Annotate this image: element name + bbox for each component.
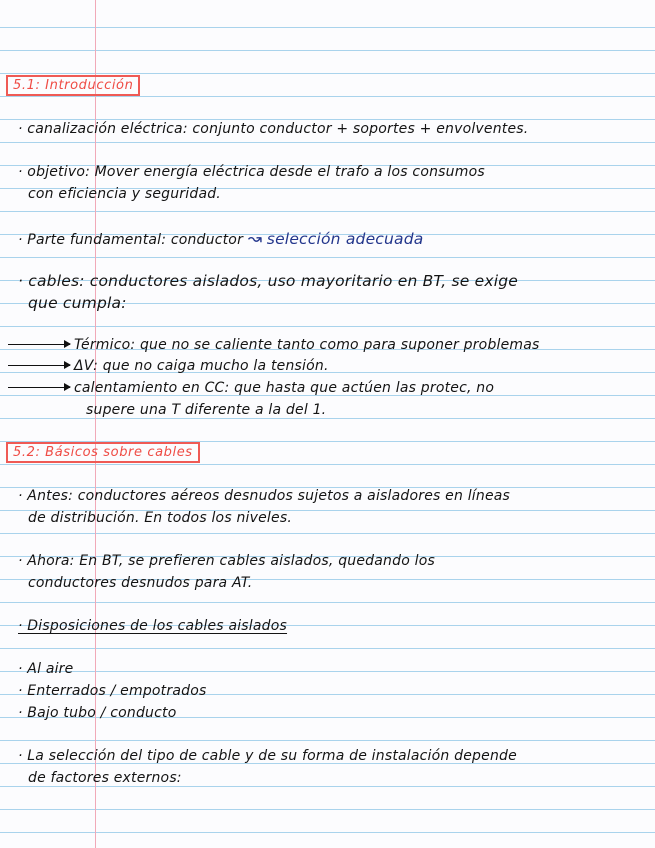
termico-text: Térmico: que no se caliente tanto como para suponer problemas xyxy=(74,337,540,353)
long-arrow-icon xyxy=(8,387,70,388)
note-line-cables-cont: que cumpla: xyxy=(28,294,127,312)
note-line-seleccion: · La selección del tipo de cable y de su forma de instalación depende xyxy=(18,748,517,764)
note-line-seleccion-cont: de factores externos: xyxy=(28,770,182,786)
note-line-cables: · cables: conductores aislados, uso mayoritario en BT, se exige xyxy=(18,272,519,290)
note-line-antes-cont: de distribución. En todos los niveles. xyxy=(28,510,292,526)
caida-tension-text: ΔV: que no caiga mucho la tensión. xyxy=(74,358,329,374)
note-line-calentamiento-cont: supere una T diferente a la del 1. xyxy=(86,402,327,418)
squiggle-arrow-icon: ↝ xyxy=(247,229,263,249)
note-line-termico xyxy=(8,337,540,353)
long-arrow-icon xyxy=(8,344,70,345)
note-line-disposiciones: · Disposiciones de los cables aislados xyxy=(18,618,288,634)
note-line-parte-fundamental xyxy=(18,229,424,249)
seleccion-adecuada-text: selección adecuada xyxy=(266,230,424,248)
note-line-calentamiento xyxy=(8,380,494,396)
note-line-enterrados: · Enterrados / empotrados xyxy=(18,683,207,699)
note-line-objetivo: · objetivo: Mover energía eléctrica desde el trafo a los consumos xyxy=(18,164,485,180)
section-heading-basicos-cables: 5.2: Básicos sobre cables xyxy=(6,442,200,463)
note-line-bajo-tubo: · Bajo tubo / conducto xyxy=(18,705,177,721)
note-line-canalizacion: · canalización eléctrica: conjunto conductor + soportes + envolventes. xyxy=(18,121,529,137)
note-line-ahora: · Ahora: En BT, se prefieren cables aislados, quedando los xyxy=(18,553,435,569)
calentamiento-text: calentamiento en CC: que hasta que actúen las protec, no xyxy=(74,380,495,396)
section-heading-introduccion: 5.1: Introducción xyxy=(6,75,140,96)
note-line-antes: · Antes: conductores aéreos desnudos sujetos a aisladores en líneas xyxy=(18,488,511,504)
note-line-objetivo-cont: con eficiencia y seguridad. xyxy=(28,186,221,202)
note-line-ahora-cont: conductores desnudos para AT. xyxy=(28,575,253,591)
note-line-caida-tension xyxy=(8,358,329,374)
long-arrow-icon xyxy=(8,365,70,366)
parte-fundamental-text: · Parte fundamental: conductor xyxy=(18,232,244,248)
note-line-al-aire: · Al aire xyxy=(18,661,74,677)
